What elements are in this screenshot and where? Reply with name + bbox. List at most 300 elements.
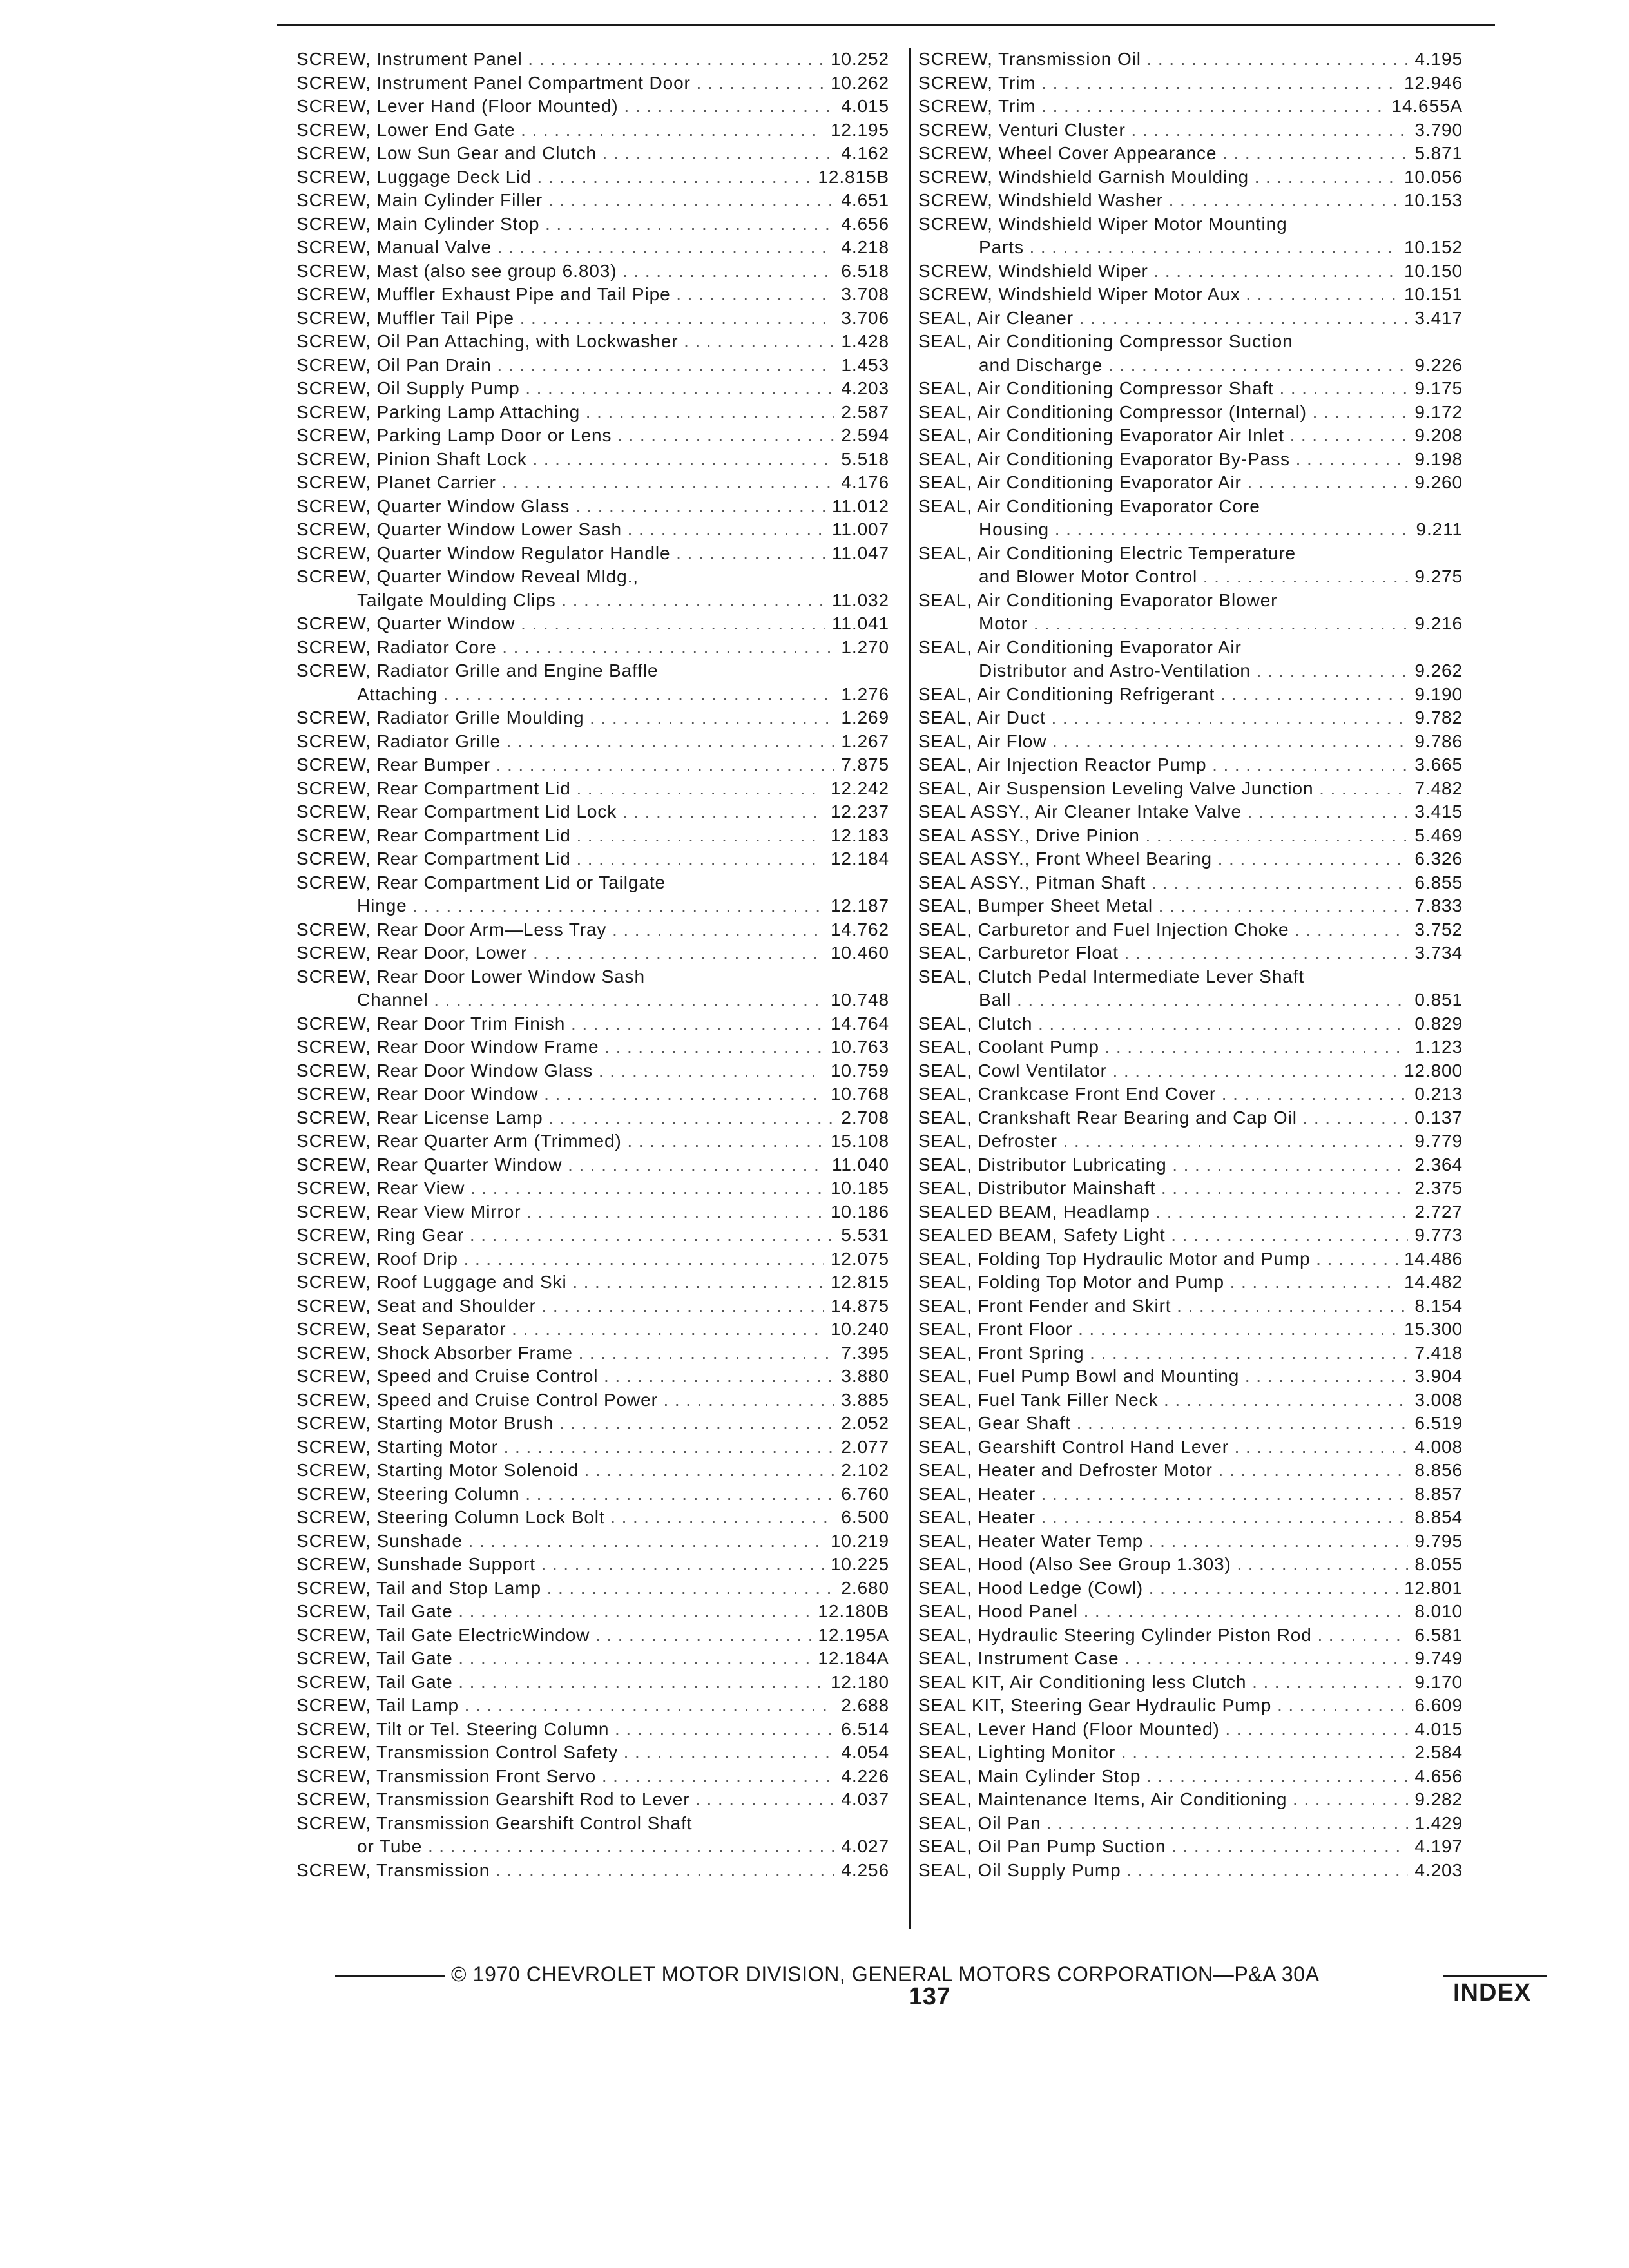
group-number: 8.154 bbox=[1408, 1294, 1463, 1318]
entry-text: SEAL, Defroster . . . bbox=[918, 1129, 1463, 1153]
group-number: 2.680 bbox=[834, 1577, 889, 1600]
group-number: 3.665 bbox=[1408, 753, 1463, 777]
entry-text: SCREW, Rear Quarter Arm (Trimmed) . . . bbox=[296, 1129, 889, 1153]
entry-text: SCREW, Rear Door Window Glass . . . bbox=[296, 1059, 889, 1083]
group-number: 4.256 bbox=[834, 1859, 889, 1883]
group-number: 1.276 bbox=[834, 683, 889, 707]
index-entry bbox=[296, 142, 889, 166]
entry-text: SCREW, Quarter Window Reveal Mldg., bbox=[296, 566, 639, 586]
group-number: 11.041 bbox=[825, 612, 889, 636]
group-number: 6.326 bbox=[1408, 847, 1463, 871]
group-number: 4.195 bbox=[1408, 48, 1463, 72]
group-number: 4.054 bbox=[834, 1741, 889, 1765]
group-number: 14.764 bbox=[824, 1012, 889, 1036]
entry-text: SCREW, Rear Compartment Lid Lock . . . bbox=[296, 800, 889, 824]
entry-text: SCREW, Instrument Panel . . . bbox=[296, 48, 889, 72]
group-number: 9.211 bbox=[1410, 518, 1463, 542]
entry-text: SEAL, Air Conditioning Compressor (Internal) . . . bbox=[918, 401, 1463, 425]
entry-text: SCREW, Roof Drip . . . bbox=[296, 1247, 889, 1271]
group-number: 5.518 bbox=[834, 448, 889, 472]
index-entry bbox=[296, 448, 889, 472]
entry-text: SEAL, Clutch . . . bbox=[918, 1012, 1463, 1036]
group-number: 6.500 bbox=[834, 1506, 889, 1530]
index-entry bbox=[296, 1224, 889, 1247]
index-entry bbox=[296, 72, 889, 95]
entry-text: SEAL, Oil Supply Pump . . . bbox=[918, 1859, 1463, 1883]
group-number: 9.216 bbox=[1408, 612, 1463, 636]
group-number: 10.252 bbox=[824, 48, 889, 72]
entry-text: SCREW, Rear Quarter Window . . . bbox=[296, 1153, 889, 1177]
entry-text: SEAL, Air Conditioning Evaporator Core bbox=[918, 495, 1260, 516]
index-entry bbox=[918, 941, 1463, 965]
group-number: 3.734 bbox=[1408, 941, 1463, 965]
group-number: 4.008 bbox=[1408, 1436, 1463, 1459]
group-number: 4.015 bbox=[1408, 1718, 1463, 1742]
group-number: 15.300 bbox=[1398, 1318, 1463, 1341]
index-entry bbox=[296, 1106, 889, 1130]
index-entry bbox=[918, 706, 1463, 730]
entry-text: SEAL, Clutch Pedal Intermediate Lever Shaft bbox=[918, 966, 1305, 986]
group-number: 10.186 bbox=[824, 1200, 889, 1224]
entry-text: SCREW, Rear Compartment Lid or Tailgate bbox=[296, 872, 666, 892]
entry-text: SCREW, Speed and Cruise Control . . . bbox=[296, 1365, 889, 1389]
entry-text: SCREW, Transmission . . . bbox=[296, 1859, 889, 1883]
index-entry bbox=[918, 1530, 1463, 1553]
entry-text: SEAL, Air Conditioning Compressor Suction bbox=[918, 331, 1293, 351]
group-number: 7.395 bbox=[834, 1341, 889, 1365]
group-number: 12.183 bbox=[824, 824, 889, 848]
index-entry bbox=[296, 1506, 889, 1530]
group-number: 2.077 bbox=[834, 1436, 889, 1459]
group-number: 11.047 bbox=[825, 542, 889, 566]
index-entry bbox=[918, 48, 1463, 72]
entry-text: SCREW, Transmission Control Safety . . . bbox=[296, 1741, 889, 1765]
group-number: 15.108 bbox=[824, 1129, 889, 1153]
group-number: 2.587 bbox=[834, 401, 889, 425]
group-number: 0.213 bbox=[1408, 1082, 1463, 1106]
index-entry bbox=[918, 1835, 1463, 1859]
group-number: 9.782 bbox=[1408, 706, 1463, 730]
entry-text: Motor . . . bbox=[918, 612, 1463, 636]
entry-text: SEAL, Air Injection Reactor Pump . . . bbox=[918, 753, 1463, 777]
entry-text: SCREW, Main Cylinder Stop . . . bbox=[296, 213, 889, 236]
entry-text: SEAL, Heater and Defroster Motor . . . bbox=[918, 1459, 1463, 1483]
group-number: 9.779 bbox=[1408, 1129, 1463, 1153]
group-number: 4.027 bbox=[834, 1835, 889, 1859]
index-entry bbox=[296, 1718, 889, 1742]
entry-text: SEAL, Hydraulic Steering Cylinder Piston Rod . . . bbox=[918, 1624, 1463, 1648]
entry-text: SEAL, Crankshaft Rear Bearing and Cap Oil . . . bbox=[918, 1106, 1463, 1130]
index-entry bbox=[296, 330, 889, 354]
index-entry bbox=[296, 1129, 889, 1153]
entry-text: SEAL, Heater . . . bbox=[918, 1483, 1463, 1506]
group-number: 12.800 bbox=[1398, 1059, 1463, 1083]
entry-text: SEAL, Fuel Tank Filler Neck . . . bbox=[918, 1389, 1463, 1412]
entry-text: SCREW, Steering Column . . . bbox=[296, 1483, 889, 1506]
entry-text: SEAL, Coolant Pump . . . bbox=[918, 1035, 1463, 1059]
entry-text: SEALED BEAM, Safety Light . . . bbox=[918, 1224, 1463, 1247]
index-entry bbox=[296, 166, 889, 189]
entry-text: SEAL, Gearshift Control Hand Lever . . . bbox=[918, 1436, 1463, 1459]
entry-text: Parts . . . bbox=[918, 236, 1463, 260]
index-entry bbox=[296, 847, 889, 871]
group-number: 2.102 bbox=[834, 1459, 889, 1483]
entry-text: SEAL KIT, Steering Gear Hydraulic Pump . . . bbox=[918, 1694, 1463, 1718]
top-rule bbox=[277, 24, 1495, 26]
group-number: 10.152 bbox=[1398, 236, 1463, 260]
index-entry bbox=[918, 166, 1463, 189]
index-entry bbox=[918, 1506, 1463, 1530]
index-entry bbox=[918, 777, 1463, 801]
entry-text: SEAL, Heater Water Temp . . . bbox=[918, 1530, 1463, 1553]
index-entry bbox=[918, 1436, 1463, 1459]
index-entry bbox=[918, 1035, 1463, 1059]
index-entry bbox=[296, 777, 889, 801]
entry-text: SCREW, Windshield Wiper Motor Aux . . . bbox=[918, 283, 1463, 307]
entry-text: SCREW, Tail Gate ElectricWindow . . . bbox=[296, 1624, 889, 1648]
index-entry bbox=[296, 48, 889, 72]
entry-text: SCREW, Transmission Gearshift Rod to Lever . . . bbox=[296, 1788, 889, 1812]
index-entry bbox=[296, 1318, 889, 1341]
index-entry bbox=[296, 706, 889, 730]
group-number: 3.752 bbox=[1408, 918, 1463, 942]
entry-text: SCREW, Ring Gear . . . bbox=[296, 1224, 889, 1247]
entry-text: SCREW, Sunshade Support . . . bbox=[296, 1553, 889, 1577]
index-entry bbox=[296, 1553, 889, 1577]
index-entry bbox=[296, 260, 889, 284]
footer-rule-left bbox=[335, 1975, 445, 1977]
entry-text: SCREW, Rear Door Window . . . bbox=[296, 1082, 889, 1106]
group-number: 6.519 bbox=[1408, 1412, 1463, 1436]
entry-text: Distributor and Astro-Ventilation . . . bbox=[918, 659, 1463, 683]
entry-text: SCREW, Manual Valve . . . bbox=[296, 236, 889, 260]
entry-text: SEAL, Lighting Monitor . . . bbox=[918, 1741, 1463, 1765]
group-number: 3.904 bbox=[1408, 1365, 1463, 1389]
group-number: 9.786 bbox=[1408, 730, 1463, 754]
index-entry bbox=[918, 1600, 1463, 1624]
group-number: 3.708 bbox=[834, 283, 889, 307]
entry-text: SEAL, Gear Shaft . . . bbox=[918, 1412, 1463, 1436]
group-number: 10.153 bbox=[1398, 189, 1463, 213]
index-entry bbox=[918, 730, 1463, 754]
index-entry bbox=[296, 189, 889, 213]
index-entry bbox=[918, 1106, 1463, 1130]
group-number: 12.180 bbox=[824, 1671, 889, 1695]
index-entry bbox=[918, 1459, 1463, 1483]
entry-text: SCREW, Rear Door Trim Finish . . . bbox=[296, 1012, 889, 1036]
index-entry bbox=[296, 1082, 889, 1106]
entry-text: SEALED BEAM, Headlamp . . . bbox=[918, 1200, 1463, 1224]
index-entry bbox=[296, 518, 889, 542]
group-number: 2.594 bbox=[834, 424, 889, 448]
entry-text: SEAL, Distributor Mainshaft . . . bbox=[918, 1177, 1463, 1200]
copyright-notice: © 1970 CHEVROLET MOTOR DIVISION, GENERAL MOTORS CORPORATION—P&A 30A bbox=[451, 1963, 1320, 1986]
group-number: 11.040 bbox=[825, 1153, 889, 1177]
index-entry bbox=[918, 377, 1463, 401]
index-entry bbox=[296, 1341, 889, 1365]
group-number: 2.052 bbox=[834, 1412, 889, 1436]
index-entry bbox=[296, 1059, 889, 1083]
index-entry bbox=[918, 1553, 1463, 1577]
group-number: 8.854 bbox=[1408, 1506, 1463, 1530]
entry-text: Tailgate Moulding Clips . . . bbox=[296, 589, 889, 613]
entry-text: SEAL, Air Flow . . . bbox=[918, 730, 1463, 754]
page-footer bbox=[335, 1963, 1547, 2014]
entry-text: SEAL, Instrument Case . . . bbox=[918, 1647, 1463, 1671]
group-number: 9.172 bbox=[1408, 401, 1463, 425]
entry-text: and Discharge . . . bbox=[918, 354, 1463, 378]
group-number: 4.015 bbox=[834, 95, 889, 119]
entry-text: SEAL, Hood (Also See Group 1.303) . . . bbox=[918, 1553, 1463, 1577]
index-entry bbox=[296, 377, 889, 401]
entry-text: SEAL, Carburetor and Fuel Injection Choke . . . bbox=[918, 918, 1463, 942]
group-number: 4.203 bbox=[834, 377, 889, 401]
entry-text: SCREW, Main Cylinder Filler . . . bbox=[296, 189, 889, 213]
entry-text: SCREW, Rear License Lamp . . . bbox=[296, 1106, 889, 1130]
group-number: 10.225 bbox=[824, 1553, 889, 1577]
index-entry bbox=[296, 1671, 889, 1695]
index-entry bbox=[918, 1788, 1463, 1812]
index-entry bbox=[918, 307, 1463, 331]
group-number: 9.262 bbox=[1408, 659, 1463, 683]
entry-text: SCREW, Planet Carrier . . . bbox=[296, 471, 889, 495]
entry-text: SEAL ASSY., Drive Pinion . . . bbox=[918, 824, 1463, 848]
entry-text: SCREW, Mast (also see group 6.803) . . . bbox=[296, 260, 889, 284]
index-entry bbox=[918, 1671, 1463, 1695]
entry-text: SEAL, Maintenance Items, Air Conditioning . . . bbox=[918, 1788, 1463, 1812]
entry-text: SEAL, Front Spring . . . bbox=[918, 1341, 1463, 1365]
group-number: 2.364 bbox=[1408, 1153, 1463, 1177]
index-entry bbox=[918, 95, 1463, 119]
group-number: 10.185 bbox=[824, 1177, 889, 1200]
index-entry bbox=[296, 1624, 889, 1648]
entry-text: SEAL, Air Cleaner . . . bbox=[918, 307, 1463, 331]
index-entry bbox=[296, 1153, 889, 1177]
group-number: 2.688 bbox=[834, 1694, 889, 1718]
index-entry bbox=[918, 448, 1463, 472]
index-entry bbox=[296, 730, 889, 754]
index-entry bbox=[296, 1812, 889, 1859]
entry-text: SCREW, Radiator Grille Moulding . . . bbox=[296, 706, 889, 730]
index-entry bbox=[918, 495, 1463, 542]
footer-rule-right bbox=[1443, 1975, 1547, 1977]
group-number: 9.275 bbox=[1408, 565, 1463, 589]
group-number: 2.708 bbox=[834, 1106, 889, 1130]
entry-text: SCREW, Parking Lamp Door or Lens . . . bbox=[296, 424, 889, 448]
group-number: 6.518 bbox=[834, 260, 889, 284]
group-number: 12.946 bbox=[1398, 72, 1463, 95]
group-number: 1.270 bbox=[834, 636, 889, 660]
entry-text: SCREW, Trim . . . bbox=[918, 72, 1463, 95]
entry-text: SCREW, Instrument Panel Compartment Door . . . bbox=[296, 72, 889, 95]
group-number: 12.180B bbox=[811, 1600, 889, 1624]
group-number: 10.748 bbox=[824, 988, 889, 1012]
index-entry bbox=[296, 1483, 889, 1506]
entry-text: SCREW, Oil Pan Attaching, with Lockwasher . . . bbox=[296, 330, 889, 354]
group-number: 4.197 bbox=[1408, 1835, 1463, 1859]
index-entry bbox=[296, 1436, 889, 1459]
entry-text: SCREW, Pinion Shaft Lock . . . bbox=[296, 448, 889, 472]
entry-text: SCREW, Starting Motor Solenoid . . . bbox=[296, 1459, 889, 1483]
group-number: 10.460 bbox=[824, 941, 889, 965]
entry-text: SCREW, Roof Luggage and Ski . . . bbox=[296, 1271, 889, 1294]
entry-text: SCREW, Rear Door, Lower . . . bbox=[296, 941, 889, 965]
index-entry bbox=[918, 1647, 1463, 1671]
entry-text: SCREW, Sunshade . . . bbox=[296, 1530, 889, 1553]
index-entry bbox=[296, 307, 889, 331]
group-number: 11.012 bbox=[825, 495, 889, 519]
index-entry bbox=[296, 1530, 889, 1553]
entry-text: SEAL, Fuel Pump Bowl and Mounting . . . bbox=[918, 1365, 1463, 1389]
entry-text: SCREW, Oil Pan Drain . . . bbox=[296, 354, 889, 378]
index-entry bbox=[296, 1859, 889, 1883]
group-number: 5.871 bbox=[1408, 142, 1463, 166]
group-number: 6.581 bbox=[1408, 1624, 1463, 1648]
index-entry bbox=[918, 213, 1463, 260]
index-entry bbox=[918, 1153, 1463, 1177]
group-number: 10.763 bbox=[824, 1035, 889, 1059]
group-number: 12.237 bbox=[824, 800, 889, 824]
index-entry bbox=[296, 1765, 889, 1789]
entry-text: SEAL, Air Conditioning Refrigerant . . . bbox=[918, 683, 1463, 707]
group-number: 7.418 bbox=[1408, 1341, 1463, 1365]
entry-text: SCREW, Rear Door Arm—Less Tray . . . bbox=[296, 918, 889, 942]
entry-text: SCREW, Tail and Stop Lamp . . . bbox=[296, 1577, 889, 1600]
entry-text: SCREW, Radiator Grille and Engine Baffle bbox=[296, 660, 659, 680]
group-number: 8.010 bbox=[1408, 1600, 1463, 1624]
entry-text: SCREW, Lever Hand (Floor Mounted) . . . bbox=[296, 95, 889, 119]
index-entry bbox=[296, 1247, 889, 1271]
index-entry bbox=[296, 1294, 889, 1318]
group-number: 0.829 bbox=[1408, 1012, 1463, 1036]
index-entry bbox=[296, 236, 889, 260]
index-entry bbox=[296, 1365, 889, 1389]
entry-text: SCREW, Starting Motor . . . bbox=[296, 1436, 889, 1459]
group-number: 10.262 bbox=[824, 72, 889, 95]
entry-text: SCREW, Radiator Grille . . . bbox=[296, 730, 889, 754]
page-number: 137 bbox=[909, 1983, 951, 2010]
group-number: 11.032 bbox=[825, 589, 889, 613]
group-number: 14.486 bbox=[1398, 1247, 1463, 1271]
entry-text: SCREW, Windshield Wiper Motor Mounting bbox=[918, 213, 1287, 234]
group-number: 12.075 bbox=[824, 1247, 889, 1271]
index-entry bbox=[918, 1341, 1463, 1365]
group-number: 12.184 bbox=[824, 847, 889, 871]
entry-text: SCREW, Venturi Cluster . . . bbox=[918, 119, 1463, 142]
group-number: 2.584 bbox=[1408, 1741, 1463, 1765]
entry-text: SCREW, Oil Supply Pump . . . bbox=[296, 377, 889, 401]
index-entry bbox=[918, 1859, 1463, 1883]
entry-text: SCREW, Muffler Tail Pipe . . . bbox=[296, 307, 889, 331]
group-number: 14.655A bbox=[1385, 95, 1463, 119]
group-number: 3.008 bbox=[1408, 1389, 1463, 1412]
group-number: 1.453 bbox=[834, 354, 889, 378]
index-entry bbox=[918, 589, 1463, 636]
index-entry bbox=[918, 1718, 1463, 1742]
index-entry bbox=[918, 1741, 1463, 1765]
entry-text: or Tube . . . bbox=[296, 1835, 889, 1859]
entry-text: SCREW, Rear Door Lower Window Sash bbox=[296, 966, 645, 986]
group-number: 1.123 bbox=[1408, 1035, 1463, 1059]
index-entry bbox=[918, 330, 1463, 377]
entry-text: SEAL, Main Cylinder Stop . . . bbox=[918, 1765, 1463, 1789]
group-number: 7.875 bbox=[834, 753, 889, 777]
group-number: 10.759 bbox=[824, 1059, 889, 1083]
entry-text: SCREW, Shock Absorber Frame . . . bbox=[296, 1341, 889, 1365]
index-entry bbox=[296, 95, 889, 119]
group-number: 10.768 bbox=[824, 1082, 889, 1106]
index-entry bbox=[918, 1200, 1463, 1224]
group-number: 4.226 bbox=[834, 1765, 889, 1789]
entry-text: Channel . . . bbox=[296, 988, 889, 1012]
group-number: 14.482 bbox=[1398, 1271, 1463, 1294]
entry-text: SCREW, Speed and Cruise Control Power . . . bbox=[296, 1389, 889, 1412]
entry-text: SEAL, Air Duct . . . bbox=[918, 706, 1463, 730]
group-number: 0.851 bbox=[1408, 988, 1463, 1012]
group-number: 1.269 bbox=[834, 706, 889, 730]
group-number: 12.195A bbox=[811, 1624, 889, 1648]
group-number: 9.773 bbox=[1408, 1224, 1463, 1247]
group-number: 6.760 bbox=[834, 1483, 889, 1506]
group-number: 8.857 bbox=[1408, 1483, 1463, 1506]
entry-text: SCREW, Muffler Exhaust Pipe and Tail Pipe . . . bbox=[296, 283, 889, 307]
index-entry bbox=[296, 1741, 889, 1765]
entry-text: SEAL ASSY., Pitman Shaft . . . bbox=[918, 871, 1463, 895]
group-number: 8.856 bbox=[1408, 1459, 1463, 1483]
entry-text: SEAL, Oil Pan . . . bbox=[918, 1812, 1463, 1836]
entry-text: SCREW, Windshield Garnish Moulding . . . bbox=[918, 166, 1463, 189]
index-entry bbox=[918, 1177, 1463, 1200]
index-entry bbox=[918, 1577, 1463, 1600]
entry-text: SCREW, Rear Compartment Lid . . . bbox=[296, 777, 889, 801]
group-number: 4.651 bbox=[834, 189, 889, 213]
entry-text: SEAL, Hood Ledge (Cowl) . . . bbox=[918, 1577, 1463, 1600]
entry-text: SCREW, Rear View . . . bbox=[296, 1177, 889, 1200]
index-entry bbox=[296, 659, 889, 706]
index-entry bbox=[918, 119, 1463, 142]
index-entry bbox=[296, 213, 889, 236]
group-number: 14.762 bbox=[824, 918, 889, 942]
group-number: 14.875 bbox=[824, 1294, 889, 1318]
index-entry bbox=[918, 1318, 1463, 1341]
left-index-column bbox=[296, 48, 889, 1882]
entry-text: SCREW, Steering Column Lock Bolt . . . bbox=[296, 1506, 889, 1530]
group-number: 9.170 bbox=[1408, 1671, 1463, 1695]
index-entry bbox=[918, 471, 1463, 495]
group-number: 12.242 bbox=[824, 777, 889, 801]
entry-text: SCREW, Tail Gate . . . bbox=[296, 1600, 889, 1624]
index-entry bbox=[918, 1412, 1463, 1436]
group-number: 9.795 bbox=[1408, 1530, 1463, 1553]
index-entry bbox=[918, 142, 1463, 166]
entry-text: SCREW, Rear Bumper . . . bbox=[296, 753, 889, 777]
entry-text: SCREW, Quarter Window Glass . . . bbox=[296, 495, 889, 519]
entry-text: SCREW, Tilt or Tel. Steering Column . . . bbox=[296, 1718, 889, 1742]
index-entry bbox=[296, 871, 889, 918]
index-entry bbox=[918, 965, 1463, 1012]
entry-text: SCREW, Wheel Cover Appearance . . . bbox=[918, 142, 1463, 166]
group-number: 10.219 bbox=[824, 1530, 889, 1553]
group-number: 1.429 bbox=[1408, 1812, 1463, 1836]
entry-text: SEAL, Heater . . . bbox=[918, 1506, 1463, 1530]
entry-text: SEAL, Air Conditioning Evaporator Air bbox=[918, 637, 1242, 657]
index-entry bbox=[918, 1294, 1463, 1318]
index-entry bbox=[296, 1600, 889, 1624]
index-entry bbox=[918, 1483, 1463, 1506]
index-entry bbox=[918, 683, 1463, 707]
index-entry bbox=[918, 871, 1463, 895]
entry-text: SCREW, Parking Lamp Attaching . . . bbox=[296, 401, 889, 425]
